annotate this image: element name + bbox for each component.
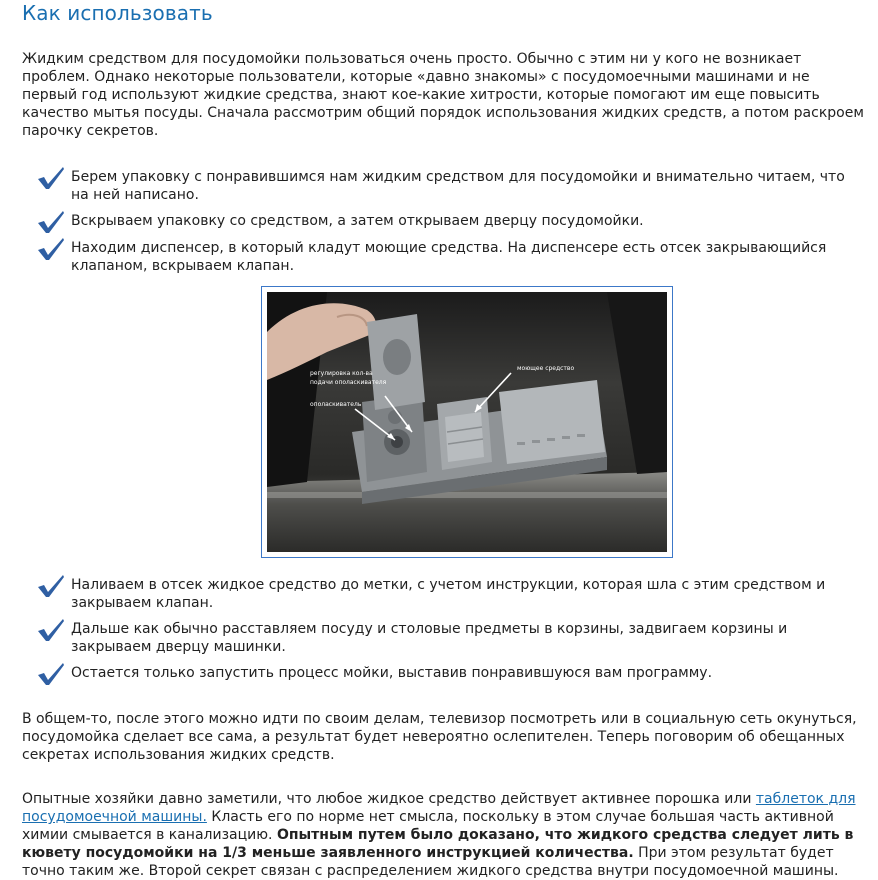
- list-item: [36, 576, 866, 612]
- label-rinse-regulation-2: подачи ополаскивателя: [310, 379, 387, 386]
- secret-text-tail: При этом результат будет точно таким же. Второй секрет связан с распределением жидкого средства внутри посудомоечной машины.: [22, 845, 839, 879]
- dishwasher-dispenser-illustration: [267, 292, 667, 552]
- tablets-link[interactable]: таблеток для посудомоечной машины.: [22, 791, 856, 825]
- check-icon: [36, 237, 66, 261]
- check-icon: [36, 166, 66, 190]
- check-icon: [36, 618, 66, 642]
- list-item: [36, 239, 866, 275]
- list-item: [36, 620, 866, 656]
- dispenser-photo: [261, 286, 673, 558]
- list-item-text: Берем упаковку с понравившимся нам жидким средством для посудомойки и внимательно читаем, что на ней написано.: [71, 169, 845, 203]
- summary-paragraph: В общем-то, после этого можно идти по своим делам, телевизор посмотреть или в социальную сеть окунуться, посудомойка сделает все сама, а результат будет невероятно ослепителен. Теперь поговорим об обещанных секретах использования жидких средств.: [22, 711, 857, 763]
- secret-paragraph: [22, 790, 864, 880]
- list-item: [36, 664, 866, 682]
- steps-list-after: [36, 576, 866, 682]
- list-item-text: Дальше как обычно расставляем посуду и столовые предметы в корзины, задвигаем корзины и закрываем дверцу машинки.: [71, 621, 788, 655]
- list-item: [36, 168, 866, 204]
- list-item-text: Наливаем в отсек жидкое средство до метки, с учетом инструкции, которая шла с этим средством и закрываем клапан.: [71, 577, 826, 611]
- label-rinse-aid: ополаскиватель: [310, 401, 362, 408]
- list-item-text: Вскрываем упаковку со средством, а затем открываем дверцу посудомойки.: [71, 213, 644, 229]
- label-detergent: моющее средство: [517, 365, 575, 372]
- check-icon: [36, 210, 66, 234]
- label-rinse-regulation-1: регулировка кол-ва: [310, 370, 373, 377]
- secret-text-before-link: Опытные хозяйки давно заметили, что любое жидкое средство действует активнее порошка или: [22, 791, 756, 807]
- list-item-text: Остается только запустить процесс мойки, выставив понравившуюся вам программу.: [71, 665, 713, 681]
- check-icon: [36, 662, 66, 686]
- intro-paragraph: Жидким средством для посудомойки пользоваться очень просто. Обычно с этим ни у кого не возникает проблем. Однако некоторые пользователи, которые «давно знакомы» с посудомоечными машинами и не первый год используют жидкие средства, знают кое-какие хитрости, которые помогают им еще повысить качество мытья посуды. Сначала рассмотрим общий порядок использования жидких средств, а потом раскроем парочку секретов.: [22, 51, 864, 139]
- check-icon: [36, 574, 66, 598]
- secret-bold-text: Опытным путем было доказано, что жидкого средства следует лить в кювету посудомойки на 1/3 меньше заявленного инструкцией количества.: [22, 827, 854, 861]
- list-item: [36, 212, 866, 230]
- section-heading: Как использовать: [22, 1, 213, 25]
- list-item-text: Находим диспенсер, в который кладут моющие средства. На диспенсере есть отсек закрывающийся клапаном, вскрываем клапан.: [71, 240, 827, 274]
- secret-text-after-link: Класть его по норме нет смысла, поскольку в этом случае большая часть активной химии смывается в канализацию.: [22, 809, 834, 843]
- steps-list-before: [36, 168, 866, 275]
